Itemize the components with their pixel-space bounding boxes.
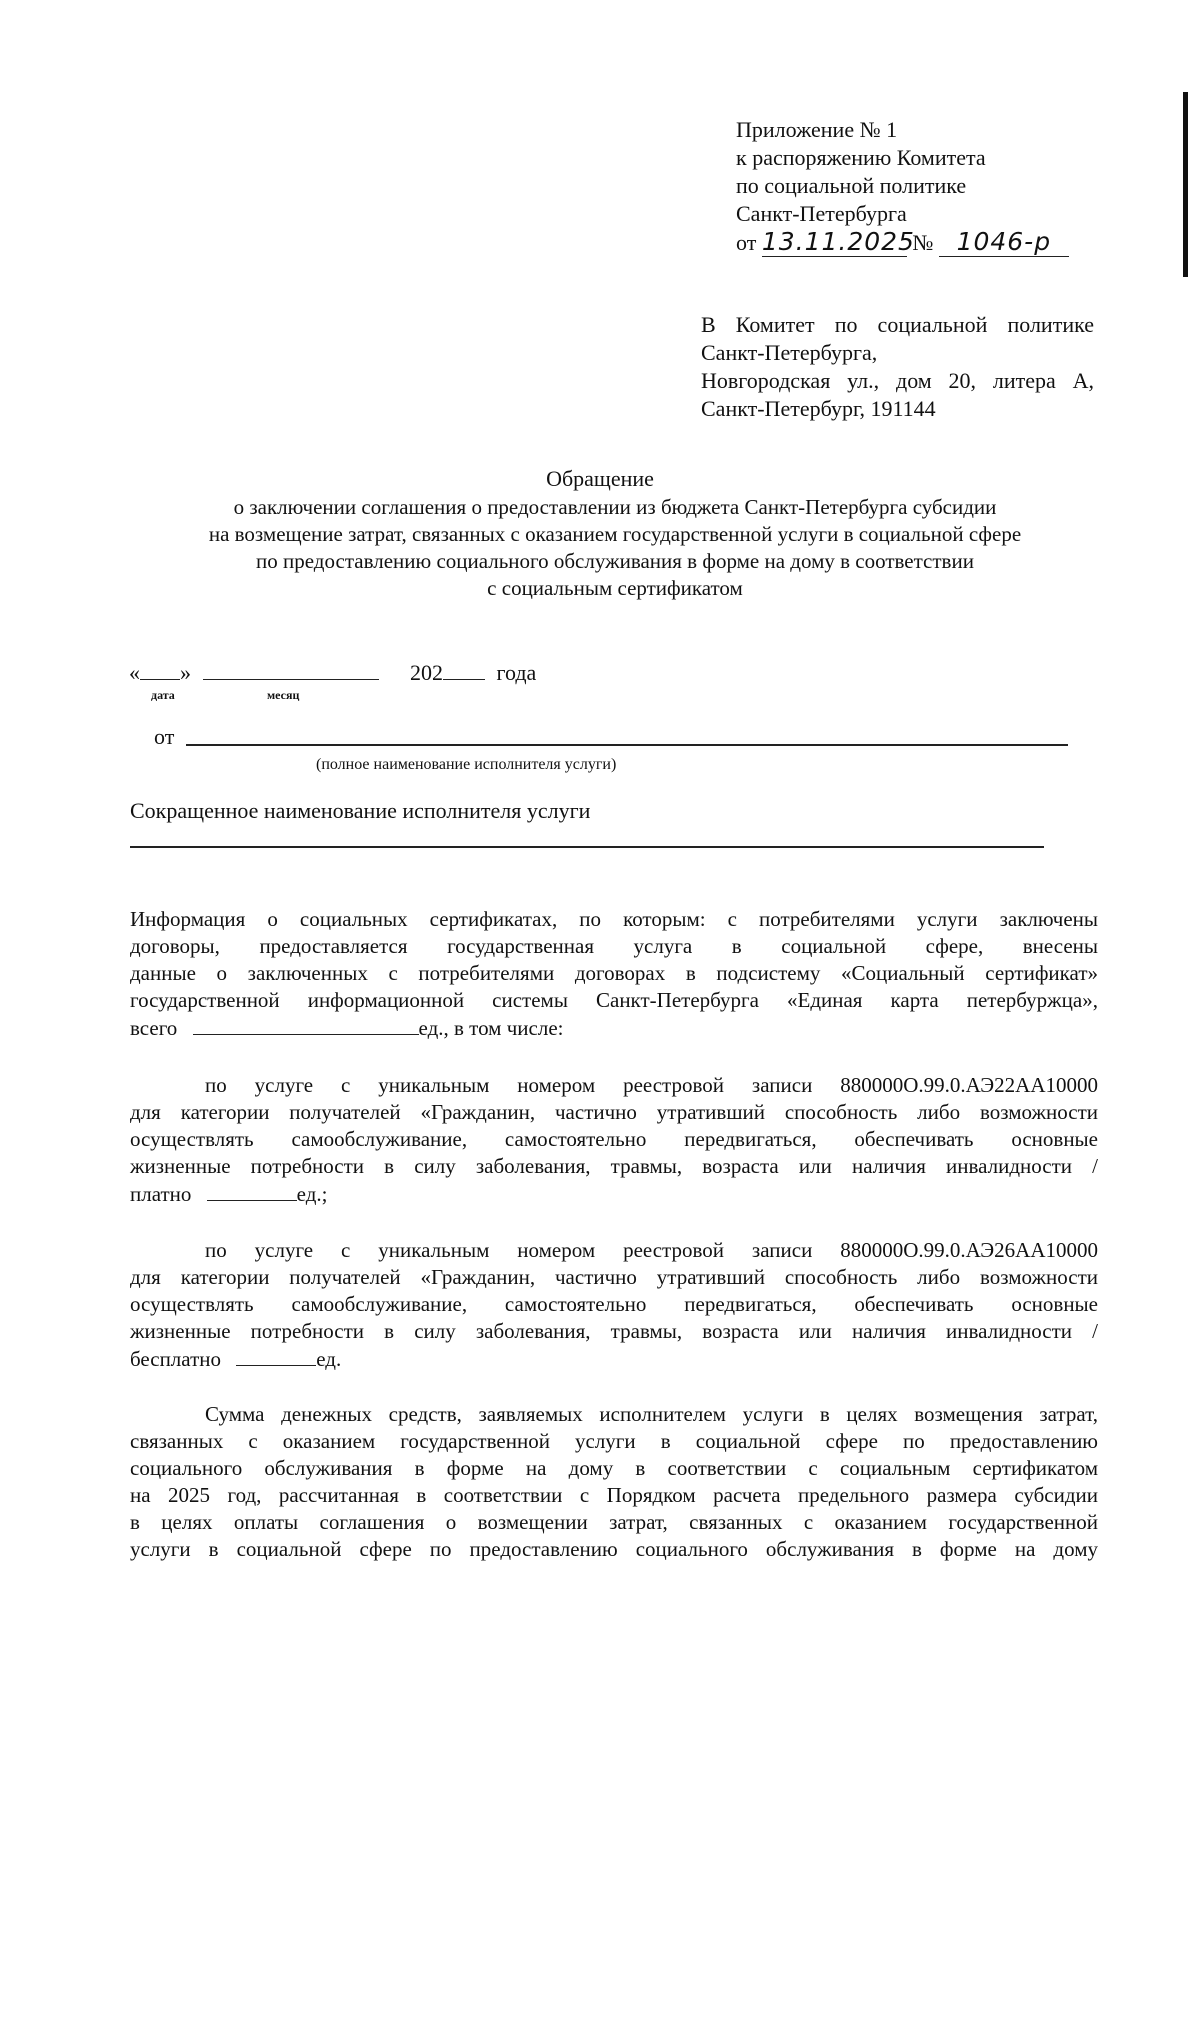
service-2-free-label: бесплатно xyxy=(130,1347,221,1371)
sum-line-2: связанных с оказанием государственной услуги в социальной сфере по предоставлению xyxy=(130,1429,1098,1453)
sum-line-4: на 2025 год, рассчитанная в соответствии с Порядком расчета предельного размера субсидии xyxy=(130,1483,1098,1507)
year-blank xyxy=(443,659,485,680)
service-2-free-blank xyxy=(236,1345,316,1366)
addressee-line-1: В Комитет по социальной политике xyxy=(701,312,1094,337)
appendix-line-2: к распоряжению Комитета xyxy=(736,145,986,170)
info-line-1: Информация о социальных сертификатах, по которым: с потребителями услуги заключены xyxy=(130,907,1098,931)
service-1-line-5 xyxy=(130,1180,328,1208)
service-2-line-3: осуществлять самообслуживание, самостоятельно передвигаться, обеспечивать основные xyxy=(130,1292,1098,1316)
day-blank xyxy=(140,659,180,680)
handwritten-date: 13.11.2025 xyxy=(761,227,915,256)
title-line-1: о заключении соглашения о предоставлении из бюджета Санкт-Петербурга субсидии xyxy=(233,495,997,519)
info-line-4: государственной информационной системы Санкт-Петербурга «Единая карта петербуржца», xyxy=(130,988,1098,1012)
service-2-line-2: для категории получателей «Гражданин, частично утративший способность либо возможности xyxy=(130,1265,1098,1289)
total-blank xyxy=(193,1014,419,1035)
open-quote: « xyxy=(129,660,140,685)
info-line-2: договоры, предоставляется государственная услуга в социальной сфере, внесены xyxy=(130,934,1098,958)
service-2-line-4: жизненные потребности в силу заболевания, травмы, возраста или наличия инвалидности / xyxy=(130,1319,1098,1343)
service-1-paid-blank xyxy=(207,1180,297,1201)
total-suffix: ед., в том числе: xyxy=(418,1016,564,1040)
sum-line-6: услуги в социальной сфере по предоставлению социального обслуживания в форме на дому xyxy=(130,1537,1098,1561)
appendix-date-row xyxy=(736,228,1069,257)
executor-full-name-line xyxy=(186,744,1068,746)
title-line-4: с социальным сертификатом xyxy=(487,576,743,600)
day-caption: дата xyxy=(151,688,175,702)
month-blank xyxy=(203,659,379,680)
addressee-line-3: Новгородская ул., дом 20, литера А, xyxy=(701,368,1094,393)
title-line-3: по предоставлению социального обслуживания в форме на дому в соответствии xyxy=(256,549,974,573)
year-suffix: года xyxy=(496,660,537,685)
appendix-number-label: № xyxy=(912,230,934,255)
close-quote: » xyxy=(180,660,191,685)
addressee-line-4: Санкт-Петербург, 191144 xyxy=(701,396,936,421)
service-1-line-1: по услуге с уникальным номером реестровой записи 880000О.99.0.АЭ22АА10000 xyxy=(205,1073,1098,1097)
executor-full-name-caption: (полное наименование исполнителя услуги) xyxy=(316,756,617,773)
appendix-from-label: от xyxy=(736,230,757,255)
service-2-line-5 xyxy=(130,1345,341,1373)
appendix-line-4: Санкт-Петербурга xyxy=(736,201,907,226)
sum-line-1: Сумма денежных средств, заявляемых исполнителем услуги в целях возмещения затрат, xyxy=(205,1402,1098,1426)
info-line-5 xyxy=(130,1014,563,1042)
month-caption: месяц xyxy=(267,688,300,702)
short-name-line xyxy=(130,846,1044,848)
addressee-line-2: Санкт-Петербурга, xyxy=(701,340,878,365)
appendix-line-1: Приложение № 1 xyxy=(736,117,898,142)
info-line-3: данные о заключенных с потребителями договорах в подсистему «Социальный сертификат» xyxy=(130,961,1098,985)
from-label: от xyxy=(154,724,175,749)
sum-line-5: в целях оплаты соглашения о возмещении затрат, связанных с оказанием государственной xyxy=(130,1510,1098,1534)
date-row xyxy=(129,659,536,687)
service-1-paid-suffix: ед.; xyxy=(296,1182,328,1206)
year-prefix: 202 xyxy=(410,660,443,685)
service-1-line-3: осуществлять самообслуживание, самостоятельно передвигаться, обеспечивать основные xyxy=(130,1127,1098,1151)
short-name-label: Сокращенное наименование исполнителя услуги xyxy=(130,798,591,823)
scan-edge-bar xyxy=(1183,92,1188,277)
service-2-free-suffix: ед. xyxy=(316,1347,342,1371)
service-1-paid-label: платно xyxy=(130,1182,192,1206)
service-1-line-2: для категории получателей «Гражданин, частично утративший способность либо возможности xyxy=(130,1100,1098,1124)
handwritten-number: 1046-р xyxy=(939,228,1069,257)
service-2-line-1: по услуге с уникальным номером реестровой записи 880000О.99.0.АЭ26АА10000 xyxy=(205,1238,1098,1262)
title-heading: Обращение xyxy=(546,466,654,491)
sum-line-3: социального обслуживания в форме на дому в соответствии с социальным сертификатом xyxy=(130,1456,1098,1480)
total-label: всего xyxy=(130,1016,178,1040)
service-1-line-4: жизненные потребности в силу заболевания, травмы, возраста или наличия инвалидности / xyxy=(130,1154,1098,1178)
title-line-2: на возмещение затрат, связанных с оказанием государственной услуги в социальной сфере xyxy=(208,522,1022,546)
appendix-line-3: по социальной политике xyxy=(736,173,967,198)
